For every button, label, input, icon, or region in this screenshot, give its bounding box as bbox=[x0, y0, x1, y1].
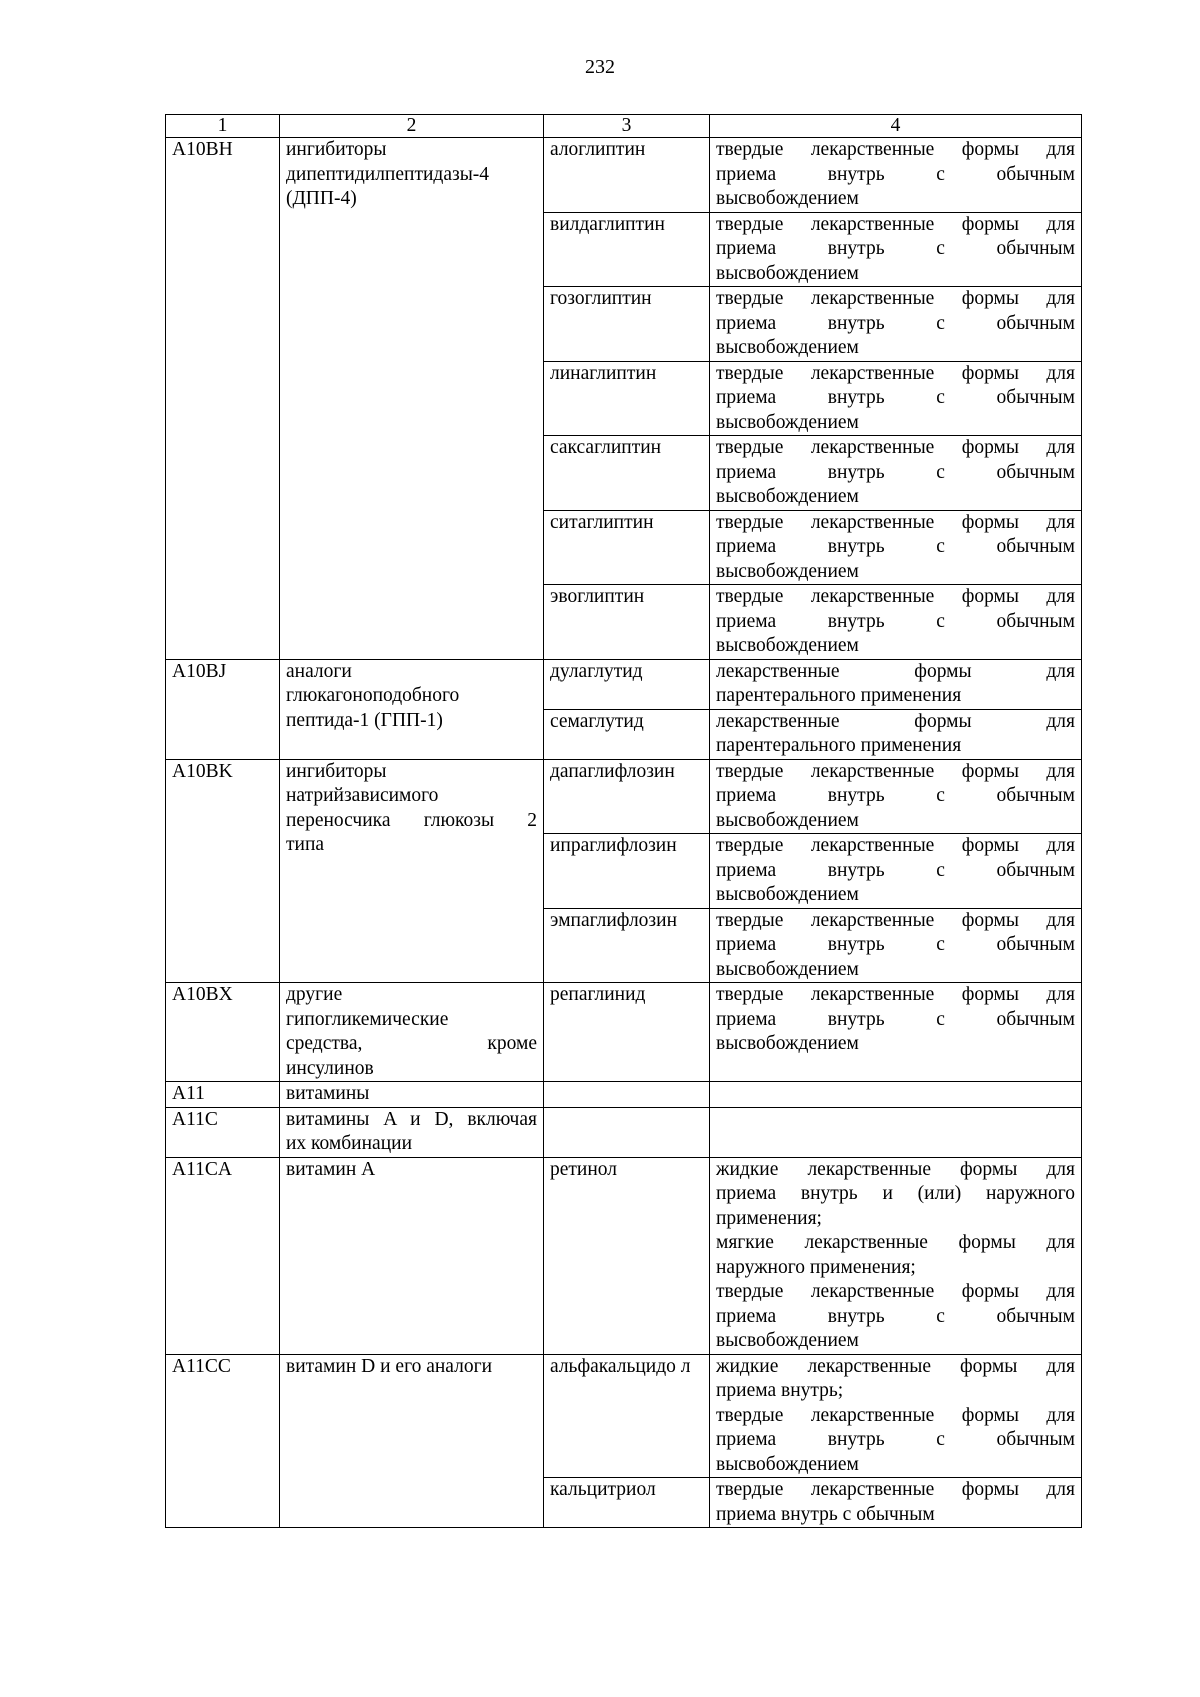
table-row bbox=[166, 983, 1082, 1082]
text-line: приема внутрь с обычным bbox=[716, 1008, 1075, 1030]
dosage-form-cell bbox=[710, 709, 1082, 759]
text-line: приема внутрь с обычным bbox=[716, 238, 1075, 259]
drug-name: ситаглиптин bbox=[550, 511, 654, 533]
text-line: высвобождением bbox=[716, 1453, 859, 1475]
text-line: твердые лекарственные формы для bbox=[716, 1281, 1075, 1302]
column-header: 4 bbox=[710, 115, 1082, 138]
dosage-form-cell bbox=[710, 138, 1082, 213]
text-line: приема внутрь с обычным bbox=[716, 934, 1075, 955]
drug-name-cell bbox=[544, 983, 710, 1082]
text-line: пептида-1 (ГПП-1) bbox=[286, 709, 443, 731]
table-row bbox=[166, 138, 1082, 213]
text-line: высвобождением bbox=[716, 958, 859, 980]
table-row bbox=[166, 1107, 1082, 1157]
text-line: гипогликемические bbox=[286, 1008, 449, 1030]
group-name-cell bbox=[280, 759, 544, 983]
text-line: аналоги bbox=[286, 660, 352, 682]
drug-name-cell bbox=[544, 138, 710, 213]
drug-name-cell bbox=[544, 1107, 710, 1157]
drug-name-cell bbox=[544, 510, 710, 585]
text-line: твердые лекарственные формы для bbox=[716, 511, 1075, 533]
text-line: наружного применения; bbox=[716, 1256, 916, 1278]
drug-name-cell bbox=[544, 212, 710, 287]
atc-code-cell: A10BH bbox=[166, 138, 280, 660]
text-line: приема внутрь с обычным bbox=[716, 387, 1075, 408]
drug-name-cell bbox=[544, 759, 710, 834]
text-line: твердые лекарственные формы для bbox=[716, 362, 1075, 384]
text-line: твердые лекарственные формы для bbox=[716, 984, 1075, 1005]
drug-name: вилдаглиптин bbox=[550, 213, 665, 235]
text-line: приема внутрь с обычным bbox=[716, 785, 1075, 806]
text-line: твердые лекарственные формы для bbox=[716, 760, 1075, 782]
text-line: высвобождением bbox=[716, 1330, 859, 1351]
drug-name: ипраглифлозин bbox=[550, 835, 677, 856]
text-line: парентерального применения bbox=[716, 685, 962, 706]
text-line: дипептидилпептидазы-4 bbox=[286, 163, 490, 185]
text-line: витамины bbox=[286, 1083, 370, 1104]
drug-name: гозоглиптин bbox=[550, 288, 652, 309]
dosage-form-cell bbox=[710, 510, 1082, 585]
text-line: витамин A bbox=[286, 1158, 376, 1180]
dosage-form-cell bbox=[710, 659, 1082, 709]
drug-name-cell bbox=[544, 1157, 710, 1354]
text-line: твердые лекарственные формы для bbox=[716, 835, 1075, 856]
atc-code-cell: A11C bbox=[166, 1107, 280, 1157]
text-line: твердые лекарственные формы для bbox=[716, 909, 1075, 931]
drug-name: семаглутид bbox=[550, 710, 644, 732]
text-line: переносчика глюкозы 2 bbox=[286, 809, 537, 831]
atc-code-cell: A10BJ bbox=[166, 659, 280, 759]
drug-name-cell bbox=[544, 659, 710, 709]
drug-name-cell bbox=[544, 585, 710, 660]
text-line: приема внутрь с обычным bbox=[716, 536, 1075, 557]
text-line: их комбинации bbox=[286, 1133, 413, 1154]
text-line: твердые лекарственные формы для bbox=[716, 288, 1075, 309]
text-line: витамин D и его аналоги bbox=[286, 1355, 493, 1377]
text-line: приема внутрь с обычным bbox=[716, 163, 1075, 185]
drug-name: саксаглиптин bbox=[550, 437, 662, 458]
atc-code-cell: A11 bbox=[166, 1082, 280, 1108]
drug-name-cell bbox=[544, 1082, 710, 1108]
dosage-form-cell bbox=[710, 287, 1082, 362]
table-row bbox=[166, 659, 1082, 709]
text-line: средства, кроме bbox=[286, 1033, 537, 1054]
dosage-form-cell bbox=[710, 983, 1082, 1082]
drug-name: алоглиптин bbox=[550, 139, 646, 160]
text-line: жидкие лекарственные формы для bbox=[716, 1158, 1075, 1180]
drug-name: эмпаглифлозин bbox=[550, 909, 678, 931]
dosage-form-cell bbox=[710, 585, 1082, 660]
atc-code-cell: A11CA bbox=[166, 1157, 280, 1354]
text-line: твердые лекарственные формы для bbox=[716, 1479, 1075, 1500]
drug-name: альфакальцидо л bbox=[550, 1355, 691, 1377]
text-line: твердые лекарственные формы для bbox=[716, 1404, 1075, 1426]
dosage-form-cell bbox=[710, 834, 1082, 909]
dosage-form-cell bbox=[710, 1107, 1082, 1157]
text-line: натрийзависимого bbox=[286, 785, 439, 806]
drug-name-cell bbox=[544, 361, 710, 436]
table-header-row bbox=[166, 115, 1082, 138]
text-line: ингибиторы bbox=[286, 139, 387, 160]
text-line: применения; bbox=[716, 1207, 822, 1229]
drug-name: линаглиптин bbox=[550, 362, 657, 384]
text-line: (ДПП-4) bbox=[286, 188, 357, 209]
text-line: приема внутрь с обычным bbox=[716, 610, 1075, 632]
group-name-cell bbox=[280, 659, 544, 759]
text-line: другие bbox=[286, 984, 343, 1005]
text-line: твердые лекарственные формы для bbox=[716, 586, 1075, 607]
text-line: витамины A и D, включая bbox=[286, 1108, 537, 1130]
dosage-form-cell bbox=[710, 908, 1082, 983]
group-name-cell bbox=[280, 138, 544, 660]
text-line: высвобождением bbox=[716, 560, 859, 582]
text-line: твердые лекарственные формы для bbox=[716, 139, 1075, 160]
dosage-form-cell bbox=[710, 1354, 1082, 1478]
table-row bbox=[166, 1082, 1082, 1108]
dosage-form-cell bbox=[710, 1478, 1082, 1528]
group-name-cell bbox=[280, 1107, 544, 1157]
text-line: приема внутрь с обычным bbox=[716, 859, 1075, 881]
page-number: 232 bbox=[585, 56, 615, 78]
text-line: высвобождением bbox=[716, 188, 859, 209]
drug-name-cell bbox=[544, 908, 710, 983]
text-line: приема внутрь с обычным bbox=[716, 1503, 935, 1525]
dosage-form-cell bbox=[710, 436, 1082, 511]
text-line: высвобождением bbox=[716, 1033, 859, 1054]
text-line: высвобождением bbox=[716, 486, 859, 507]
group-name-cell bbox=[280, 1157, 544, 1354]
column-header: 3 bbox=[544, 115, 710, 138]
column-header: 1 bbox=[166, 115, 280, 138]
dosage-form-cell bbox=[710, 1157, 1082, 1354]
text-line: высвобождением bbox=[716, 411, 859, 433]
table-body bbox=[166, 138, 1082, 1528]
text-line: ингибиторы bbox=[286, 760, 387, 782]
text-line: приема внутрь с обычным bbox=[716, 1429, 1075, 1450]
atc-code-cell: A10BX bbox=[166, 983, 280, 1082]
group-name-cell bbox=[280, 1354, 544, 1528]
drug-name-cell bbox=[544, 1354, 710, 1478]
drug-name-cell bbox=[544, 436, 710, 511]
drug-name: дапаглифлозин bbox=[550, 760, 675, 782]
text-line: жидкие лекарственные формы для bbox=[716, 1355, 1075, 1377]
text-line: приема внутрь; bbox=[716, 1380, 844, 1401]
text-line: глюкагоноподобного bbox=[286, 685, 460, 706]
text-line: высвобождением bbox=[716, 809, 859, 831]
atc-code-cell: A11CC bbox=[166, 1354, 280, 1528]
dosage-form-cell bbox=[710, 361, 1082, 436]
text-line: инсулинов bbox=[286, 1057, 374, 1079]
drug-name: ретинол bbox=[550, 1158, 618, 1180]
text-line: парентерального применения bbox=[716, 735, 962, 756]
drug-name-cell bbox=[544, 287, 710, 362]
text-line: мягкие лекарственные формы для bbox=[716, 1232, 1075, 1253]
drug-name-cell bbox=[544, 709, 710, 759]
text-line: приема внутрь с обычным bbox=[716, 1305, 1075, 1327]
drug-name: дулаглутид bbox=[550, 660, 643, 682]
drug-classification-table bbox=[165, 114, 1082, 1528]
table-row bbox=[166, 1157, 1082, 1354]
text-line: твердые лекарственные формы для bbox=[716, 213, 1075, 235]
table-row bbox=[166, 759, 1082, 834]
text-line: лекарственные формы для bbox=[716, 710, 1075, 732]
text-line: лекарственные формы для bbox=[716, 660, 1075, 682]
text-line: высвобождением bbox=[716, 884, 859, 905]
text-line: приема внутрь и (или) наружного bbox=[716, 1183, 1075, 1204]
text-line: приема внутрь с обычным bbox=[716, 461, 1075, 483]
drug-name: эвоглиптин bbox=[550, 586, 645, 607]
dosage-form-cell bbox=[710, 212, 1082, 287]
text-line: высвобождением bbox=[716, 337, 859, 358]
text-line: типа bbox=[286, 834, 325, 855]
text-line: высвобождением bbox=[716, 262, 859, 284]
drug-name: репаглинид bbox=[550, 984, 646, 1005]
dosage-form-cell bbox=[710, 1082, 1082, 1108]
group-name-cell bbox=[280, 983, 544, 1082]
group-name-cell bbox=[280, 1082, 544, 1108]
drug-name: кальцитриол bbox=[550, 1479, 656, 1500]
text-line: высвобождением bbox=[716, 635, 859, 656]
column-header: 2 bbox=[280, 115, 544, 138]
atc-code-cell: A10BK bbox=[166, 759, 280, 983]
dosage-form-cell bbox=[710, 759, 1082, 834]
table-row bbox=[166, 1354, 1082, 1478]
text-line: твердые лекарственные формы для bbox=[716, 437, 1075, 458]
drug-name-cell bbox=[544, 834, 710, 909]
drug-name-cell bbox=[544, 1478, 710, 1528]
text-line: приема внутрь с обычным bbox=[716, 312, 1075, 334]
